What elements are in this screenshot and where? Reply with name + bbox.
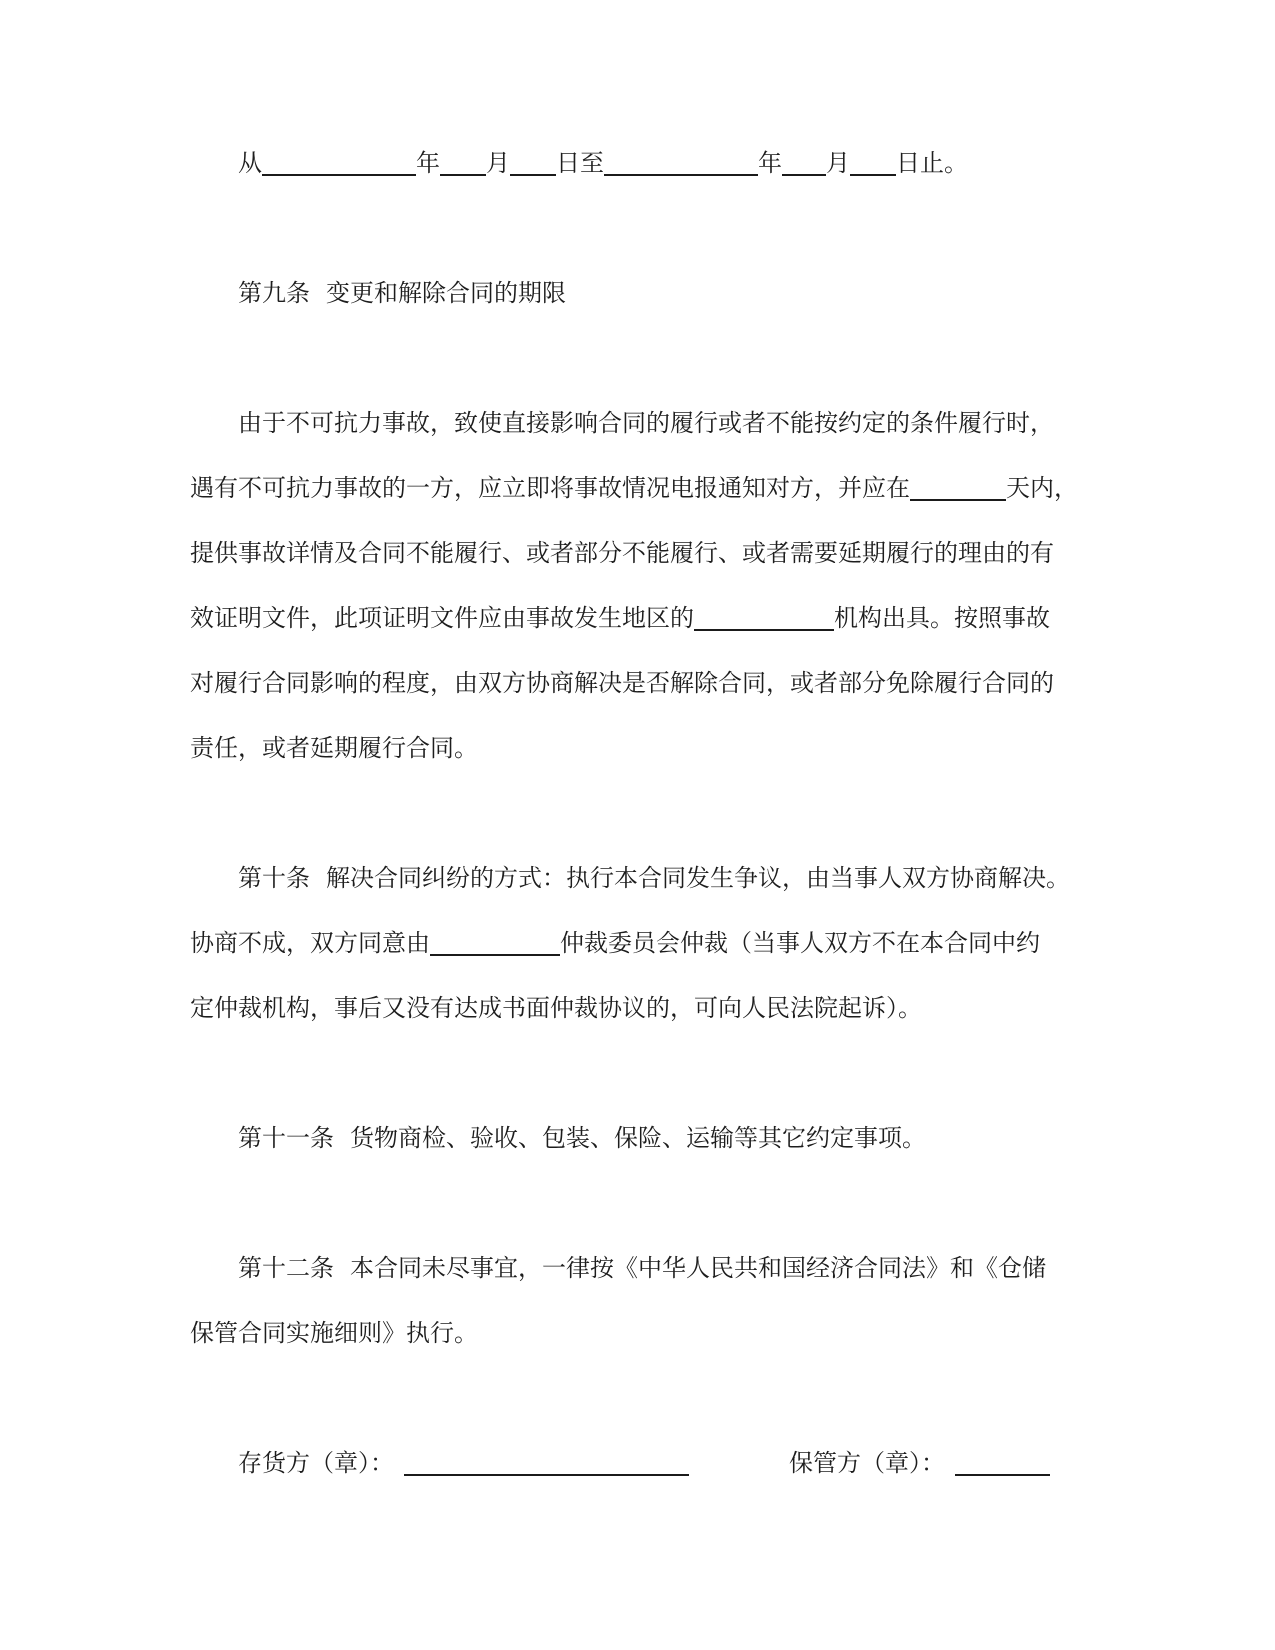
date-from-text: 从 <box>238 151 262 177</box>
article-10-line-1 <box>190 847 1090 912</box>
custodian-seal-label: 保管方（章）： <box>789 1451 945 1477</box>
blank-line <box>190 327 1090 392</box>
article-11-line <box>190 1107 1090 1172</box>
date-range-line <box>190 132 1090 197</box>
blank-start-month <box>440 150 486 176</box>
article-10-line-3 <box>190 977 1090 1042</box>
article-9-heading <box>190 262 1090 327</box>
article-9-label: 第九条 <box>238 281 310 307</box>
body-text: 机构出具。按照事故 <box>834 606 1050 632</box>
body-text: 保管合同实施细则》执行。 <box>190 1321 478 1347</box>
blank-end-day <box>850 150 896 176</box>
blank-line <box>190 782 1090 847</box>
blank-line <box>190 197 1090 262</box>
month1-text: 月 <box>486 151 510 177</box>
blank-custodian-seal <box>955 1450 1050 1476</box>
blank-arbitration-committee <box>430 930 560 956</box>
body-text: 本合同未尽事宜，一律按《中华人民共和国经济合同法》和《仓储 <box>350 1256 1046 1282</box>
blank-line <box>190 1042 1090 1107</box>
article-12-label: 第十二条 <box>238 1256 334 1282</box>
article-9-body-line-4 <box>190 587 1090 652</box>
year1-text: 年 <box>416 151 440 177</box>
blank-start-day <box>510 150 556 176</box>
blank-end-year <box>604 150 758 176</box>
body-text: 定仲裁机构，事后又没有达成书面仲裁协议的，可向人民法院起诉）。 <box>190 996 922 1022</box>
day-to-text: 日至 <box>556 151 604 177</box>
body-text: 提供事故详情及合同不能履行、或者部分不能履行、或者需要延期履行的理由的有 <box>190 541 1054 567</box>
blank-certifying-agency <box>694 605 834 631</box>
article-9-body-line-2 <box>190 457 1090 522</box>
body-text: 由于不可抗力事故，致使直接影响合同的履行或者不能按约定的条件履行时， <box>238 411 1054 437</box>
article-10-label: 第十条 <box>238 866 310 892</box>
article-12-line-1 <box>190 1237 1090 1302</box>
article-11-label: 第十一条 <box>238 1126 334 1152</box>
body-text: 仲裁委员会仲裁（当事人双方不在本合同中约 <box>560 931 1040 957</box>
blank-start-year <box>262 150 416 176</box>
depositor-seal-label: 存货方（章）： <box>238 1451 394 1477</box>
article-9-body-line-3 <box>190 522 1090 587</box>
body-text: 天内， <box>1006 476 1078 502</box>
signature-line <box>190 1432 1090 1497</box>
blank-end-month <box>782 150 826 176</box>
body-text: 协商不成，双方同意由 <box>190 931 430 957</box>
body-text: 效证明文件，此项证明文件应由事故发生地区的 <box>190 606 694 632</box>
blank-line <box>190 1367 1090 1432</box>
body-text: 责任，或者延期履行合同。 <box>190 736 478 762</box>
article-9-title: 变更和解除合同的期限 <box>326 281 566 307</box>
body-text: 对履行合同影响的程度，由双方协商解决是否解除合同，或者部分免除履行合同的 <box>190 671 1054 697</box>
blank-depositor-seal <box>404 1450 689 1476</box>
article-9-body-line-6 <box>190 717 1090 782</box>
blank-line <box>190 1172 1090 1237</box>
day-end-text: 日止。 <box>896 151 968 177</box>
article-10-line-2 <box>190 912 1090 977</box>
article-11-title: 货物商检、验收、包装、保险、运输等其它约定事项。 <box>350 1126 926 1152</box>
body-text: 解决合同纠纷的方式：执行本合同发生争议，由当事人双方协商解决。 <box>326 866 1070 892</box>
article-9-body-line-1 <box>190 392 1090 457</box>
article-9-body-line-5 <box>190 652 1090 717</box>
body-text: 遇有不可抗力事故的一方，应立即将事故情况电报通知对方，并应在 <box>190 476 910 502</box>
year2-text: 年 <box>758 151 782 177</box>
article-12-line-2 <box>190 1302 1090 1367</box>
blank-notice-days <box>910 475 1006 501</box>
month2-text: 月 <box>826 151 850 177</box>
